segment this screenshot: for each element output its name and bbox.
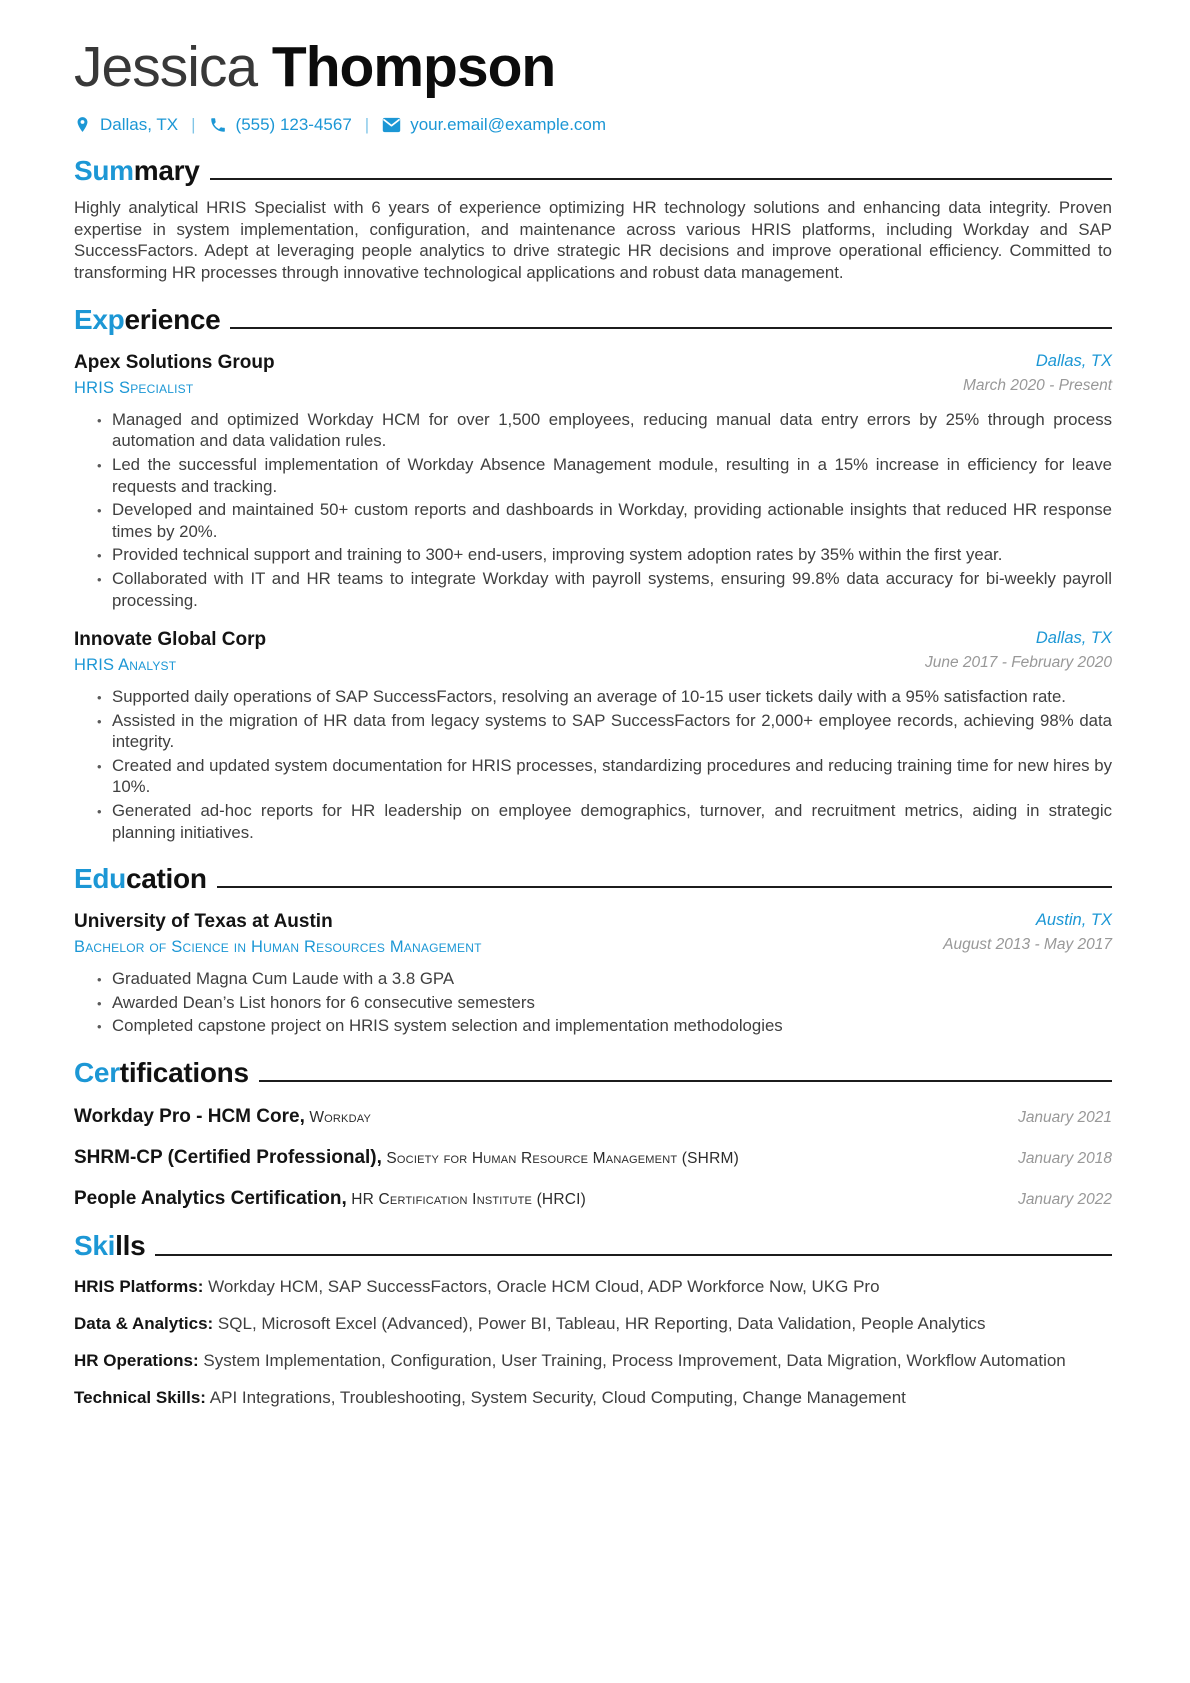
- certification-org: HR Certification Institute (HRCI): [351, 1191, 586, 1209]
- certification-date: January 2021: [1018, 1109, 1112, 1127]
- job-header: [74, 352, 1112, 398]
- skill-category-label: Data & Analytics:: [74, 1313, 214, 1333]
- skill-row: [74, 1313, 1112, 1335]
- contact-location: [74, 115, 178, 135]
- education-location: Austin, TX: [1035, 911, 1112, 930]
- bullet-item: • Completed capstone project on HRIS system selection and implementation methodologies: [97, 1015, 1112, 1037]
- bullet-item: • Assisted in the migration of HR data from legacy systems to SAP SuccessFactors for 2,000+ employee records, achieving 98% data integrity.: [97, 710, 1112, 753]
- certification-left: [74, 1147, 739, 1169]
- skills-heading: [74, 1231, 1112, 1260]
- skill-row: [74, 1350, 1112, 1372]
- job-dates: June 2017 - February 2020: [925, 653, 1112, 671]
- skills-heading-text: Skills: [74, 1230, 146, 1262]
- certification-date: January 2018: [1018, 1150, 1112, 1168]
- location-text: Dallas, TX: [100, 114, 179, 134]
- education-bullet-list: [74, 968, 1112, 1037]
- phone-text: (555) 123-4567: [235, 114, 352, 134]
- education-left: [74, 911, 482, 957]
- bullet-item: • Created and updated system documentation for HRIS processes, standardizing procedures and reducing training time for new hires by 10%.: [97, 755, 1112, 798]
- section-summary: [74, 156, 1112, 284]
- bullet-item: • Supported daily operations of SAP SuccessFactors, resolving an average of 10-15 user tickets daily with a 95% satisfaction rate.: [97, 686, 1112, 708]
- bullet-item: • Developed and maintained 50+ custom reports and dashboards in Workday, providing actionable insights that reduced HR response times by 20%.: [97, 499, 1112, 542]
- job-left: [74, 629, 266, 675]
- skill-category-label: HRIS Platforms:: [74, 1276, 204, 1296]
- skill-values: API Integrations, Troubleshooting, System Security, Cloud Computing, Change Management: [209, 1388, 906, 1408]
- contact-separator: |: [191, 114, 196, 134]
- certification-left: [74, 1188, 586, 1210]
- section-education: [74, 864, 1112, 1037]
- resume-header: [74, 35, 1112, 135]
- education-right: [923, 911, 1112, 954]
- summary-heading: [74, 156, 1112, 185]
- heading-rule: [230, 327, 1112, 329]
- job-role: HRIS Analyst: [74, 655, 177, 674]
- bullet-item: • Graduated Magna Cum Laude with a 3.8 GPA: [97, 968, 1112, 990]
- heading-rule: [210, 178, 1112, 180]
- job-dates: March 2020 - Present: [962, 376, 1112, 394]
- education-dates: August 2013 - May 2017: [943, 936, 1112, 954]
- heading-rule: [155, 1254, 1112, 1256]
- certification-title: Workday Pro - HCM Core: [74, 1106, 300, 1128]
- skill-values: Workday HCM, SAP SuccessFactors, Oracle HCM Cloud, ADP Workforce Now, UKG Pro: [208, 1276, 880, 1296]
- section-experience: [74, 305, 1112, 843]
- contact-phone: [209, 115, 352, 135]
- email-text[interactable]: your.email@example.com: [410, 114, 607, 134]
- section-skills: [74, 1231, 1112, 1409]
- skill-row: [74, 1276, 1112, 1298]
- job-location: Dallas, TX: [1035, 629, 1112, 648]
- section-certifications: [74, 1058, 1112, 1210]
- job-bullet-list: [74, 686, 1112, 843]
- bullet-item: • Managed and optimized Workday HCM for over 1,500 employees, reducing manual data entry errors by 25% through process automation and data validation rules.: [97, 409, 1112, 452]
- job-bullet-list: [74, 409, 1112, 611]
- skill-category-label: HR Operations:: [74, 1351, 199, 1371]
- education-header: [74, 911, 1112, 957]
- person-name: [74, 35, 1112, 99]
- school-name: University of Texas at Austin: [74, 911, 333, 933]
- certifications-heading-text: Certifications: [74, 1057, 249, 1089]
- certification-date: January 2022: [1018, 1191, 1112, 1209]
- education-entry: [74, 911, 1112, 1037]
- heading-rule: [217, 886, 1112, 888]
- comma-separator: ,: [376, 1147, 382, 1169]
- first-name: Jessica: [74, 35, 258, 99]
- comma-separator: ,: [341, 1188, 347, 1210]
- phone-icon: [209, 116, 227, 134]
- bullet-item: • Awarded Dean’s List honors for 6 consecutive semesters: [97, 992, 1112, 1014]
- summary-heading-text: Summary: [74, 154, 200, 186]
- contact-separator: |: [364, 114, 370, 134]
- job-right: [905, 629, 1112, 672]
- experience-entry: [74, 629, 1112, 843]
- contact-row: [74, 115, 1112, 135]
- job-right: [943, 352, 1112, 395]
- bullet-item: • Collaborated with IT and HR teams to integrate Workday with payroll systems, ensuring 99.8% data accuracy for bi-weekly payroll processing.: [97, 568, 1112, 611]
- contact-email[interactable]: [382, 115, 606, 135]
- certification-left: [74, 1106, 371, 1128]
- skill-row: [74, 1387, 1112, 1409]
- skill-category-label: Technical Skills:: [74, 1388, 206, 1408]
- certification-org: Workday: [309, 1109, 371, 1127]
- certification-row: [74, 1106, 1112, 1128]
- comma-separator: ,: [299, 1106, 305, 1128]
- experience-heading: [74, 305, 1112, 334]
- heading-rule: [259, 1080, 1112, 1082]
- company-name: Innovate Global Corp: [74, 629, 267, 651]
- skill-values: System Implementation, Configuration, User Training, Process Improvement, Data Migration, Workflow Automation: [203, 1351, 1066, 1371]
- job-role: HRIS Specialist: [74, 378, 194, 397]
- job-location: Dallas, TX: [1035, 352, 1112, 370]
- summary-paragraph: Highly analytical HRIS Specialist with 6 years of experience optimizing HR technology solutions and enhancing data integrity. Proven expertise in system implementation, configuration, and maintenance across various HRIS platforms, including Workday and SAP SuccessFactors. Adept at leveraging people analytics to drive strategic HR decisions and improve operational efficiency. Committed to transforming HR processes through innovative technological applications and robust data management.: [74, 198, 1112, 283]
- last-name: Thompson: [271, 35, 556, 99]
- certification-title: People Analytics Certification: [74, 1188, 342, 1210]
- envelope-icon: [382, 117, 401, 133]
- education-heading: [74, 864, 1112, 893]
- location-pin-icon: [74, 115, 91, 134]
- certification-org: Society for Human Resource Management (SHRM): [386, 1150, 739, 1168]
- experience-heading-text: Experience: [74, 303, 221, 335]
- education-heading-text: Education: [74, 863, 207, 895]
- bullet-item: • Provided technical support and training to 300+ end-users, improving system adoption rates by 35% within the first year.: [97, 544, 1112, 566]
- certification-title: SHRM-CP (Certified Professional): [74, 1147, 377, 1169]
- certification-row: [74, 1188, 1112, 1210]
- degree-name: Bachelor of Science in Human Resources Management: [74, 938, 482, 957]
- job-header: [74, 629, 1112, 675]
- skill-values: SQL, Microsoft Excel (Advanced), Power BI, Tableau, HR Reporting, Data Validation, People Analytics: [217, 1313, 986, 1333]
- certification-row: [74, 1147, 1112, 1169]
- job-left: [74, 352, 275, 398]
- certifications-heading: [74, 1058, 1112, 1087]
- bullet-item: • Generated ad-hoc reports for HR leadership on employee demographics, turnover, and recruitment metrics, aiding in strategic planning initiatives.: [97, 800, 1112, 843]
- company-name: Apex Solutions Group: [74, 352, 275, 373]
- experience-entry: [74, 352, 1112, 611]
- bullet-item: • Led the successful implementation of Workday Absence Management module, resulting in a 15% increase in efficiency for leave requests and tracking.: [97, 454, 1112, 497]
